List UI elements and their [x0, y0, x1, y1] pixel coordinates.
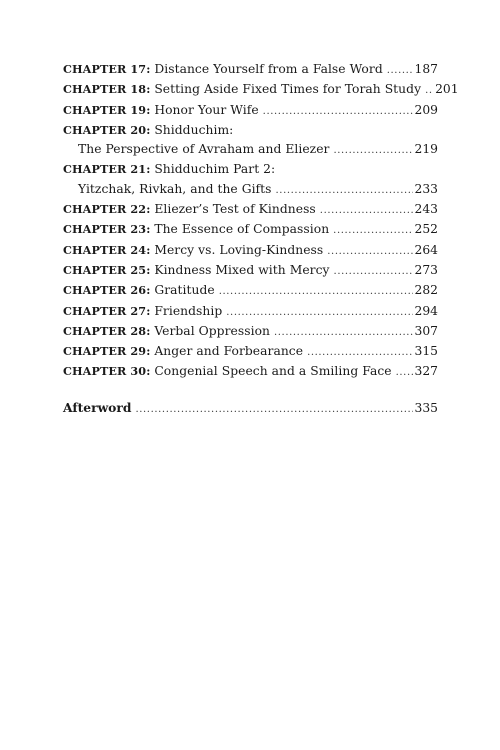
- page-number: 233: [414, 181, 438, 196]
- chapter-title: Gratitude: [154, 283, 215, 298]
- chapter-title: Congenial Speech and a Smiling Face: [154, 364, 392, 379]
- chapter-number: CHAPTER 17: [63, 62, 147, 76]
- chapter-title: Anger and Forbearance: [154, 344, 304, 359]
- toc-entry-chapter-17: CHAPTER 17 : Distance Yourself from a False Word ..... 187: [63, 60, 438, 80]
- chapter-number: CHAPTER 29: [63, 344, 147, 359]
- dot-leader: [327, 242, 412, 261]
- chapter-number: CHAPTER 28: [63, 323, 147, 338]
- chapter-title: The Essence of Compassion: [154, 222, 330, 237]
- chapter-subtitle: Yitzchak, Rivkah, and the Gifts: [78, 181, 272, 196]
- chapter-subtitle: The Perspective of Avraham and Eliezer: [78, 142, 330, 157]
- dot-leader: [274, 323, 413, 342]
- chapter-number: CHAPTER 25: [63, 262, 147, 277]
- page-number: 307: [414, 323, 438, 338]
- toc-entry-chapter-20: CHAPTER 20 : Shidduchim: The Perspective of Avraham and Eliezer ..... 219: [63, 121, 438, 161]
- chapter-number: CHAPTER 18: [63, 82, 147, 97]
- dot-leader: [387, 61, 413, 80]
- toc-entry-afterword: [63, 398, 438, 419]
- chapter-number: CHAPTER 27: [63, 303, 147, 318]
- chapter-title: Eliezer’s Test of Kindness: [154, 202, 316, 217]
- dot-leader: [307, 343, 412, 362]
- dot-leader: [219, 282, 413, 301]
- table-of-contents: [63, 60, 459, 419]
- dot-leader: [226, 303, 412, 322]
- toc-entry-chapter-24: CHAPTER 24 : Mercy vs. Loving-Kindness ..... 264: [63, 241, 438, 261]
- dot-leader: [135, 400, 412, 419]
- page-number: 243: [414, 202, 438, 217]
- chapter-title: Setting Aside Fixed Times for Torah Study: [154, 82, 422, 97]
- chapter-title: Shidduchim Part 2:: [154, 162, 276, 177]
- afterword-label: Afterword: [63, 399, 132, 415]
- chapter-title: Verbal Oppression: [154, 323, 270, 338]
- toc-entry-chapter-28: CHAPTER 28 : Verbal Oppression ..... 307: [63, 322, 438, 342]
- toc-entry-chapter-23: CHAPTER 23 : The Essence of Compassion ..... 252: [63, 220, 438, 240]
- chapter-title: Shidduchim:: [154, 122, 234, 137]
- page-number: 273: [414, 262, 438, 277]
- chapter-number: CHAPTER 23: [63, 222, 147, 237]
- chapter-number: CHAPTER 19: [63, 102, 147, 117]
- page-number: 327: [414, 364, 438, 379]
- chapter-number: CHAPTER 30: [63, 364, 147, 379]
- dot-leader: [263, 102, 413, 121]
- toc-entry-chapter-25: CHAPTER 25 : Kindness Mixed with Mercy ..... 273: [63, 261, 438, 281]
- chapter-number: CHAPTER 24: [63, 242, 147, 257]
- toc-entry-chapter-30: CHAPTER 30 : Congenial Speech and a Smiling Face ..... 327: [63, 362, 438, 382]
- chapter-number: CHAPTER 22: [63, 202, 147, 217]
- toc-entry-chapter-21: CHAPTER 21 : Shidduchim Part 2: Yitzchak, Rivkah, and the Gifts ..... 233: [63, 160, 438, 200]
- page-number: 219: [414, 142, 438, 157]
- chapter-number: CHAPTER 21: [63, 162, 147, 177]
- chapter-title: Friendship: [154, 303, 223, 318]
- toc-entry-chapter-22: CHAPTER 22 : Eliezer’s Test of Kindness ..... 243: [63, 200, 438, 220]
- page-number: 294: [414, 303, 438, 318]
- dot-leader: [276, 181, 413, 200]
- page-number: 252: [414, 222, 438, 237]
- dot-leader: [320, 201, 413, 220]
- chapter-title: Mercy vs. Loving-Kindness: [154, 242, 324, 257]
- toc-entry-chapter-19: CHAPTER 19 : Honor Your Wife ..... 209: [63, 101, 438, 121]
- chapter-number: CHAPTER 20: [63, 122, 147, 137]
- dot-leader: [334, 262, 413, 281]
- dot-leader: [333, 141, 412, 160]
- page-number: 335: [414, 400, 438, 415]
- chapter-number: CHAPTER 26: [63, 283, 147, 298]
- page-number: 187: [414, 62, 438, 76]
- dot-leader: [333, 221, 412, 240]
- page-number: 264: [414, 242, 438, 257]
- page-number: 282: [414, 283, 438, 298]
- toc-entry-chapter-27: CHAPTER 27 : Friendship ..... 294: [63, 302, 438, 322]
- page-number: 201: [435, 82, 459, 97]
- page-number: 315: [414, 344, 438, 359]
- dot-leader: [425, 81, 433, 100]
- chapter-title: Honor Your Wife: [154, 102, 259, 117]
- toc-entry-chapter-18: CHAPTER 18 : Setting Aside Fixed Times for Torah Study ..... 201: [63, 80, 438, 100]
- chapter-title: Distance Yourself from a False Word: [154, 62, 383, 76]
- chapter-title: Kindness Mixed with Mercy: [154, 262, 330, 277]
- toc-entry-chapter-29: CHAPTER 29 : Anger and Forbearance ..... 315: [63, 342, 438, 362]
- toc-entry-chapter-26: CHAPTER 26 : Gratitude ..... 282: [63, 281, 438, 301]
- page-number: 209: [414, 102, 438, 117]
- dot-leader: [396, 363, 413, 382]
